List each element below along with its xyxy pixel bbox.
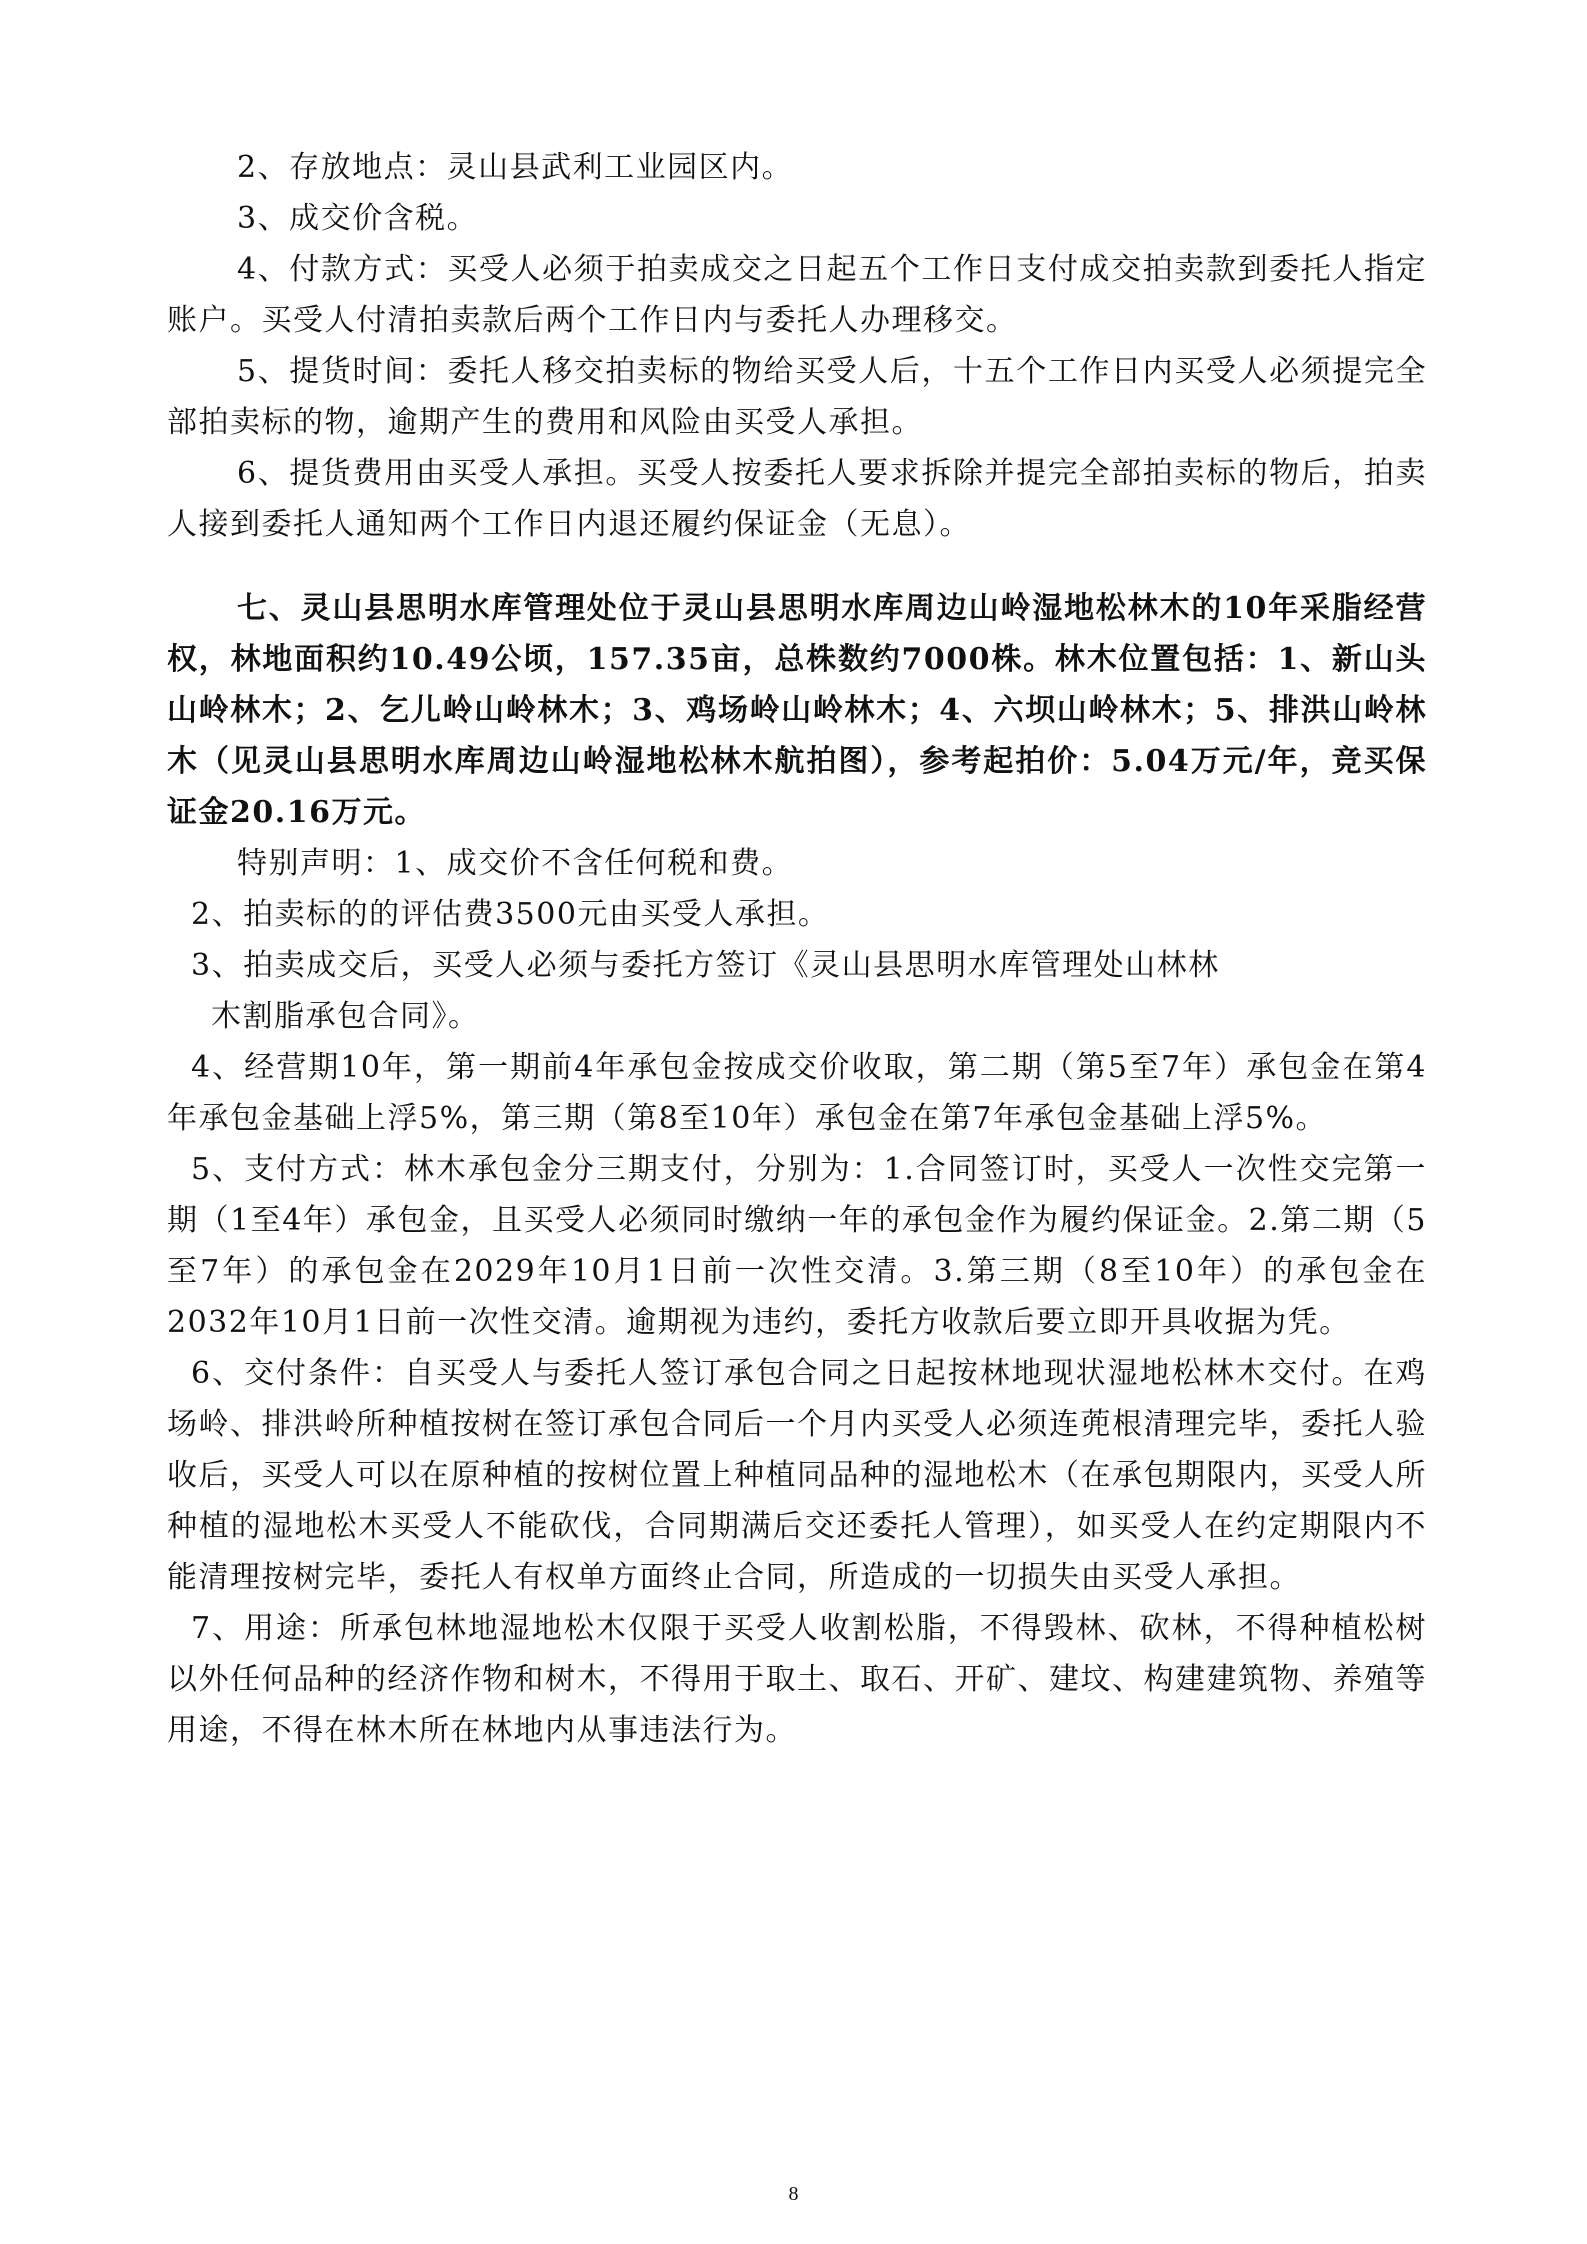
section-seven-heading: 七、灵山县思明水库管理处位于灵山县思明水库周边山岭湿地松林木的10年采脂经营权，林地面积约10.49公顷，157.35亩，总株数约7000株。林木位置包括：1、新山头山岭林木；2、乞儿岭山岭林木；3、鸡场岭山岭林木；4、六坝山岭林木；5、排洪山岭林木（见灵山县思明水库周边山岭湿地松林木航拍图），参考起拍价：5.04万元/年，竞买保证金20.16万元。 xyxy=(167,591,1427,830)
paragraph-price-tax: 3、成交价含税。 xyxy=(237,201,479,236)
paragraph-storage-location: 2、存放地点：灵山县武利工业园区内。 xyxy=(237,150,794,185)
item-contract-signing xyxy=(167,940,1427,1042)
paragraph-pickup-fee: 6、提货费用由买受人承担。买受人按委托人要求拆除并提完全部拍卖标的物后，拍卖人接到委托人通知两个工作日内退还履约保证金（无息）。 xyxy=(167,456,1427,542)
page-number: 8 xyxy=(788,2183,799,2205)
paragraph-payment-method: 4、付款方式：买受人必须于拍卖成交之日起五个工作日支付成交拍卖款到委托人指定账户。买受人付清拍卖款后两个工作日内与委托人办理移交。 xyxy=(167,252,1427,338)
item-payment-terms: 5、支付方式：林木承包金分三期支付，分别为：1.合同签订时，买受人一次性交完第一期（1至4年）承包金，且买受人必须同时缴纳一年的承包金作为履约保证金。2.第二期（5至7年）的承包金在2029年10月1日前一次性交清。3.第三期（8至10年）的承包金在2032年10月1日前一次性交清。逾期视为违约，委托方收款后要立即开具收据为凭。 xyxy=(167,1152,1428,1340)
item-usage-restrictions: 7、用途：所承包林地湿地松木仅限于买受人收割松脂，不得毁林、砍林，不得种植松树以外任何品种的经济作物和树木，不得用于取土、取石、开矿、建坟、构建建筑物、养殖等用途，不得在林木所在林地内从事违法行为。 xyxy=(167,1611,1427,1748)
item-delivery-conditions: 6、交付条件：自买受人与委托人签订承包合同之日起按林地现状湿地松林木交付。在鸡场岭、排洪岭所种植按树在签订承包合同后一个月内买受人必须连蔸根清理完毕，委托人验收后，买受人可以在原种植的按树位置上种植同品种的湿地松木（在承包期限内，买受人所种植的湿地松木买受人不能砍伐，合同期满后交还委托人管理），如买受人在约定期限内不能清理按树完毕，委托人有权单方面终止合同，所造成的一切损失由买受人承担。 xyxy=(167,1356,1427,1595)
item-operating-period: 4、经营期10年，第一期前4年承包金按成交价收取，第二期（第5至7年）承包金在第4年承包金基础上浮5%，第三期（第8至10年）承包金在第7年承包金基础上浮5%。 xyxy=(167,1050,1427,1136)
paragraph-pickup-time: 5、提货时间：委托人移交拍卖标的物给买受人后，十五个工作日内买受人必须提完全部拍卖标的物，逾期产生的费用和风险由买受人承担。 xyxy=(167,354,1427,440)
item-assessment-fee: 2、拍卖标的的评估费3500元由买受人承担。 xyxy=(191,897,830,932)
section-spacer xyxy=(167,550,1427,583)
item-contract-signing-line1: 3、拍卖成交后，买受人必须与委托方签订《灵山县思明水库管理处山林林 xyxy=(191,948,1220,983)
item-contract-signing-line2: 木割脂承包合同》。 xyxy=(211,999,480,1034)
document-body xyxy=(167,142,1427,1756)
special-statement: 特别声明：1、成交价不含任何税和费。 xyxy=(237,846,794,881)
